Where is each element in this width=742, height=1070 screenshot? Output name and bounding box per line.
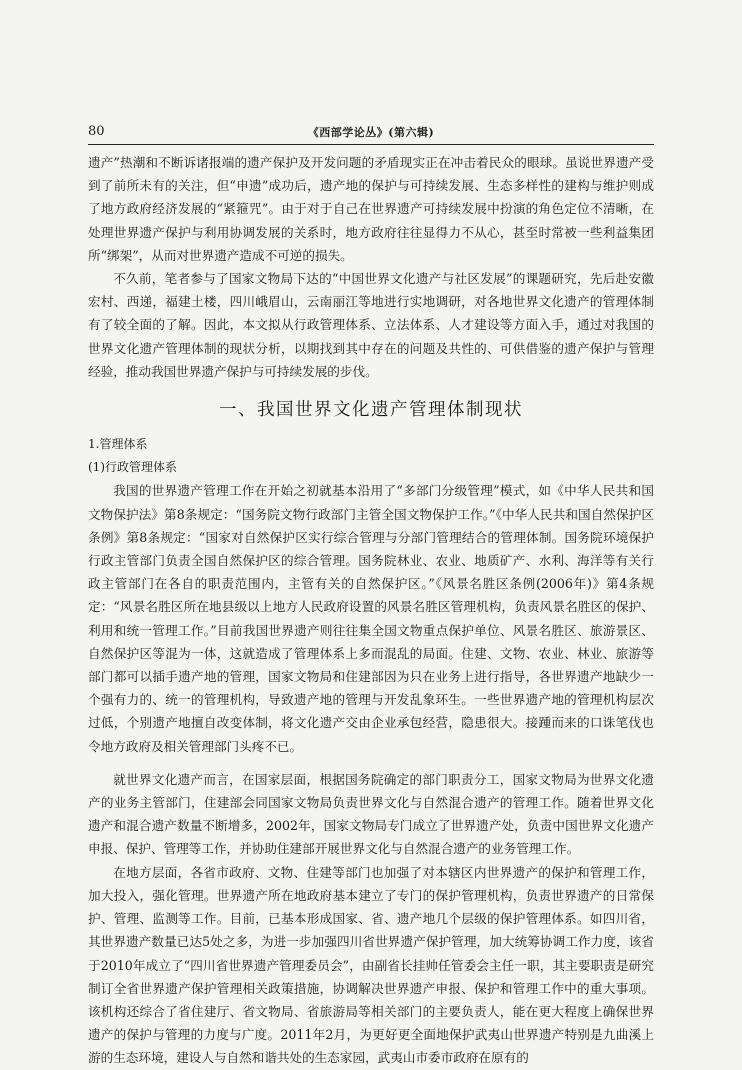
subheading-1: 1.管理体系	[88, 437, 148, 452]
body-text	[88, 151, 654, 1070]
paragraph-4: 就世界文化遗产而言，在国家层面，根据国务院确定的部门职责分工，国家文物局为世界文化遗产的业务主管部门，住建部会同国家文物局负责世界文化与自然混合遗产的管理工作。随着世界文化遗产和混合遗产数量不断增多，2002年，国家文物局专门成立了世界遗产处，负责中国世界文化遗产申报、保护、管理等工作，并协助住建部开展世界文化与自然混合遗产的业务管理工作。	[88, 771, 654, 857]
paragraph-gap	[88, 758, 654, 768]
paragraph-2: 不久前，笔者参与了国家文物局下达的“中国世界文化遗产与社区发展”的课题研究，先后赴安徽宏村、西递，福建土楼，四川峨眉山，云南丽江等地进行实地调研，对各地世界文化遗产的管理体制有了较全面的了解。因此，本文拟从行政管理体系、立法体系、人才建设等方面入手，通过对我国的世界文化遗产管理体制的现状分析，以期找到其中存在的问题及共性的、可供借鉴的遗产保护与管理经验，推动我国世界遗产保护与可持续发展的步伐。	[88, 271, 654, 379]
paragraph-5: 在地方层面，各省市政府、文物、住建等部门也加强了对本辖区内世界遗产的保护和管理工作，加大投入，强化管理。世界遗产所在地政府基本建立了专门的保护管理机构，负责世界遗产的日常保护、管理、监测等工作。目前，已基本形成国家、省、遗产地几个层级的保护管理体系。如四川省，其世界遗产数量已达5处之多，为进一步加强四川省世界遗产保护管理，加大统筹协调工作力度，该省于2010年成立了“四川省世界遗产管理委员会”，由副省长挂帅任管委会主任一职，其主要职责是研究制订全省世界遗产保护管理相关政策措施，协调解决世界遗产申报、保护和管理工作中的重大事项。该机构还综合了省住建厅、省文物局、省旅游局等相关部门的主要负责人，能在更大程度上确保世界遗产的保护与管理的力度与广度。2011年2月，为更好更全面地保护武夷山世界遗产特别是九曲溪上游的生态环境，建设人与自然和谐共处的生态家园，武夷山市委市政府在原有的	[88, 864, 654, 1066]
running-title: 《西部学论丛》(第六辑)	[307, 126, 435, 139]
section-title: 一、我国世界文化遗产管理体制现状	[219, 400, 523, 421]
subheading-2: (1)行政管理体系	[88, 460, 177, 475]
paragraph-1: 遗产”热潮和不断诉诸报端的遗产保护及开发问题的矛盾现实正在冲击着民众的眼球。虽说世界遗产受到了前所未有的关注，但“申遗”成功后，遗产地的保护与可持续发展、生态多样性的建构与维护则成了地方政府经济发展的“紧箍咒”。由于对于自己在世界遗产可持续发展中扮演的角色定位不清晰，在处理世界遗产保护与利用协调发展的关系时，地方政府往往显得力不从心，甚至时常被一些利益集团所“绑架”，从而对世界遗产造成不可逆的损失。	[88, 155, 654, 263]
page-header	[88, 122, 654, 140]
header-rule	[88, 144, 654, 145]
page-number: 80	[88, 124, 105, 139]
paragraph-3: 我国的世界遗产管理工作在开始之初就基本沿用了“多部门分级管理”模式，如《中华人民共和国文物保护法》第8条规定：“国务院文物行政部门主管全国文物保护工作。”《中华人民共和国自然保护区条例》第8条规定：“国家对自然保护区实行综合管理与分部门管理结合的管理体制。国务院环境保护行政主管部门负责全国自然保护区的综合管理。国务院林业、农业、地质矿产、水利、海洋等有关行政主管部门在各自的职责范围内，主管有关的自然保护区。”《风景名胜区条例(2006年)》第4条规定：“风景名胜区所在地县级以上地方人民政府设置的风景名胜区管理机构，负责风景名胜区的保护、利用和统一管理工作。”目前我国世界遗产则往往集全国文物重点保护单位、风景名胜区、旅游景区、自然保护区等混为一体，这就造成了管理体系上多而混乱的局面。住建、文物、农业、林业、旅游等部门都可以插手遗产地的管理，国家文物局和住建部因为只在业务上进行指导，各世界遗产地缺少一个强有力的、统一的管理机构，导致遗产地的管理与开发乱象环生。一些世界遗产地的管理机构层次过低，个别遗产地擅自改变体制，将文化遗产交由企业承包经营，隐患很大。接踵而来的口诛笔伐也令地方政府及相关管理部门头疼不已。	[88, 483, 654, 754]
